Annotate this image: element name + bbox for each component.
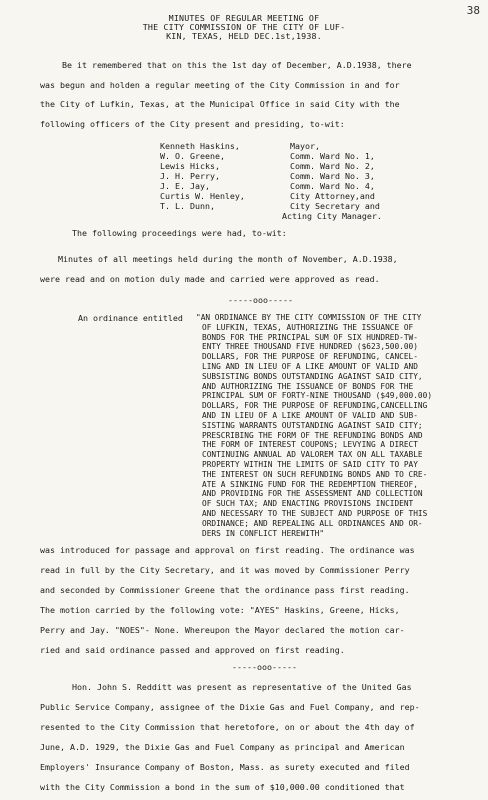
ordinance-text-line: AND NECESSARY TO THE SUBJECT AND PURPOSE OF THIS [202,509,428,518]
officer-title: Comm. Ward No. 1, [290,151,375,161]
passage-line: ried and said ordinance passed and approved on first reading. [40,645,345,655]
title-line: THE CITY COMMISSION OF THE CITY OF LUF- [142,22,346,32]
officer-name: J. H. Perry, [160,171,220,181]
ordinance-text-line: BONDS FOR THE PRINCIPAL SUM OF SIX HUNDRED-TW- [202,332,418,342]
gas-line: June, A.D. 1929, the Dixie Gas and Fuel Company as principal and American [40,742,405,752]
passage-line: was introduced for passage and approval on first reading. The ordinance was [40,545,415,555]
ordinance-text-line: CONTINUING ANNUAL AD VALOREM TAX ON ALL TAXABLE [202,450,423,460]
ordinance-text-line: PRINCIPAL SUM OF FORTY-NINE THOUSAND ($49,000.00) [202,391,433,401]
minutes-line: were read and on motion duly made and carried were approved as read. [40,274,380,284]
passage-line: Perry and Jay. "NOES"- None. Whereupon the Mayor declared the motion car- [40,625,405,635]
intro-line: the City of Lufkin, Texas, at the Municipal Office in said City with the [40,99,400,109]
officer-name: W. O. Greene, [160,151,225,161]
title-line: KIN, TEXAS, HELD DEC.1st,1938. [166,31,322,41]
title-line: MINUTES OF REGULAR MEETING OF [168,13,320,23]
officer-name: J. E. Jay, [160,181,210,191]
passage-line: The motion carried by the following vote: "AYES" Haskins, Greene, Hicks, [40,605,400,615]
gas-line: Hon. John S. Redditt was present as representative of the United Gas [72,682,412,692]
officer-name: Lewis Hicks, [160,161,220,171]
ordinance-text-line: SISTING WARRANTS OUTSTANDING AGAINST SAID CITY; [202,420,423,430]
officer-title: City Secretary and [290,201,380,211]
ordinance-text-line: ENTY THREE THOUSAND FIVE HUNDRED ($623,500.00) [202,342,418,352]
ordinance-text-line: THE FORM OF INTEREST COUPONS; LEVYING A DIRECT [202,440,418,450]
ordinance-text-line: AND AUTHORIZING THE ISSUANCE OF BONDS FOR THE [202,381,414,391]
ordinance-lead: An ordinance entitled [78,313,183,323]
intro-line: following officers of the City present and presiding, to-wit: [40,119,345,129]
officer-name: Curtis W. Henley, [160,191,245,201]
officer-title: Mayor, [290,141,320,151]
gas-line: resented to the City Commission that heretofore, on or about the 4th day of [40,722,415,732]
ordinance-text-line: THE INTEREST ON SUCH REFUNDING BONDS AND TO CRE- [202,469,428,479]
ordinance-text-line: ORDINANCE; AND REPEALING ALL ORDINANCES AND OR- [202,518,423,528]
ordinance-text-line: OF LUFKIN, TEXAS, AUTHORIZING THE ISSUANCE OF [202,322,414,332]
officer-title: Comm. Ward No. 2, [290,161,375,171]
ordinance-text-line: SUBSISTING BONDS OUTSTANDING AGAINST SAID CITY, [202,371,423,381]
officer-name: T. L. Dunn, [160,201,215,211]
ordinance-text-line: OF SUCH TAX; AND ENACTING PROVISIONS INCIDENT [202,499,414,509]
ordinance-text-line: LING AND IN LIEU OF A LIKE AMOUNT OF VALID AND [202,362,418,371]
officer-title: City Attorney,and [290,191,375,201]
separator: -----ooo----- [228,295,293,305]
ordinance-text-line: DERS IN CONFLICT HEREWITH" [202,528,325,538]
intro-line: was begun and holden a regular meeting of the City Commission in and for [40,80,400,90]
ordinance-text-line: AND PROVIDING FOR THE ASSESSMENT AND COLLECTION [202,489,423,499]
intro-line: Be it remembered that on this the 1st day of December, A.D.1938, there [62,60,412,70]
ordinance-text-line: PROPERTY WITHIN THE LIMITS OF SAID CITY TO PAY [202,460,418,469]
ordinance-text-line: "AN ORDINANCE BY THE CITY COMMISSION OF THE CITY [196,313,422,322]
passage-line: read in full by the City Secretary, and it was moved by Commissioner Perry [40,565,410,575]
ordinance-text-line: ATE A SINKING FUND FOR THE REDEMPTION THEREOF, [202,479,418,489]
passage-line: and seconded by Commissioner Greene that the ordinance pass first reading. [40,585,410,595]
gas-line: Employers' Insurance Company of Boston, Mass. as surety executed and filed [40,762,410,772]
separator: -----ooo----- [232,662,297,672]
officer-title: Acting City Manager. [282,211,382,221]
proceedings-line: The following proceedings were had, to-wit: [72,228,287,238]
ordinance-text-line: DOLLARS, FOR THE PURPOSE OF REFUNDING, CANCEL- [202,352,418,362]
officer-title: Comm. Ward No. 4, [290,181,375,191]
ordinance-text-line: AND IN LIEU OF A LIKE AMOUNT OF VALID AND SUB- [202,411,418,420]
page-number: 38 [466,4,480,17]
minutes-line: Minutes of all meetings held during the month of November, A.D.1938, [58,254,398,264]
ordinance-text-line: DOLLARS, FOR THE PURPOSE OF REFUNDING,CANCELLING [202,401,428,411]
gas-line: with the City Commission a bond in the sum of $10,000.00 conditioned that [40,782,405,792]
gas-line: Public Service Company, assignee of the Dixie Gas and Fuel Company, and rep- [40,702,420,712]
ordinance-text-line: PRESCRIBING THE FORM OF THE REFUNDING BONDS AND [202,430,423,440]
officer-name: Kenneth Haskins, [160,141,240,151]
officer-title: Comm. Ward No. 3, [290,171,375,181]
